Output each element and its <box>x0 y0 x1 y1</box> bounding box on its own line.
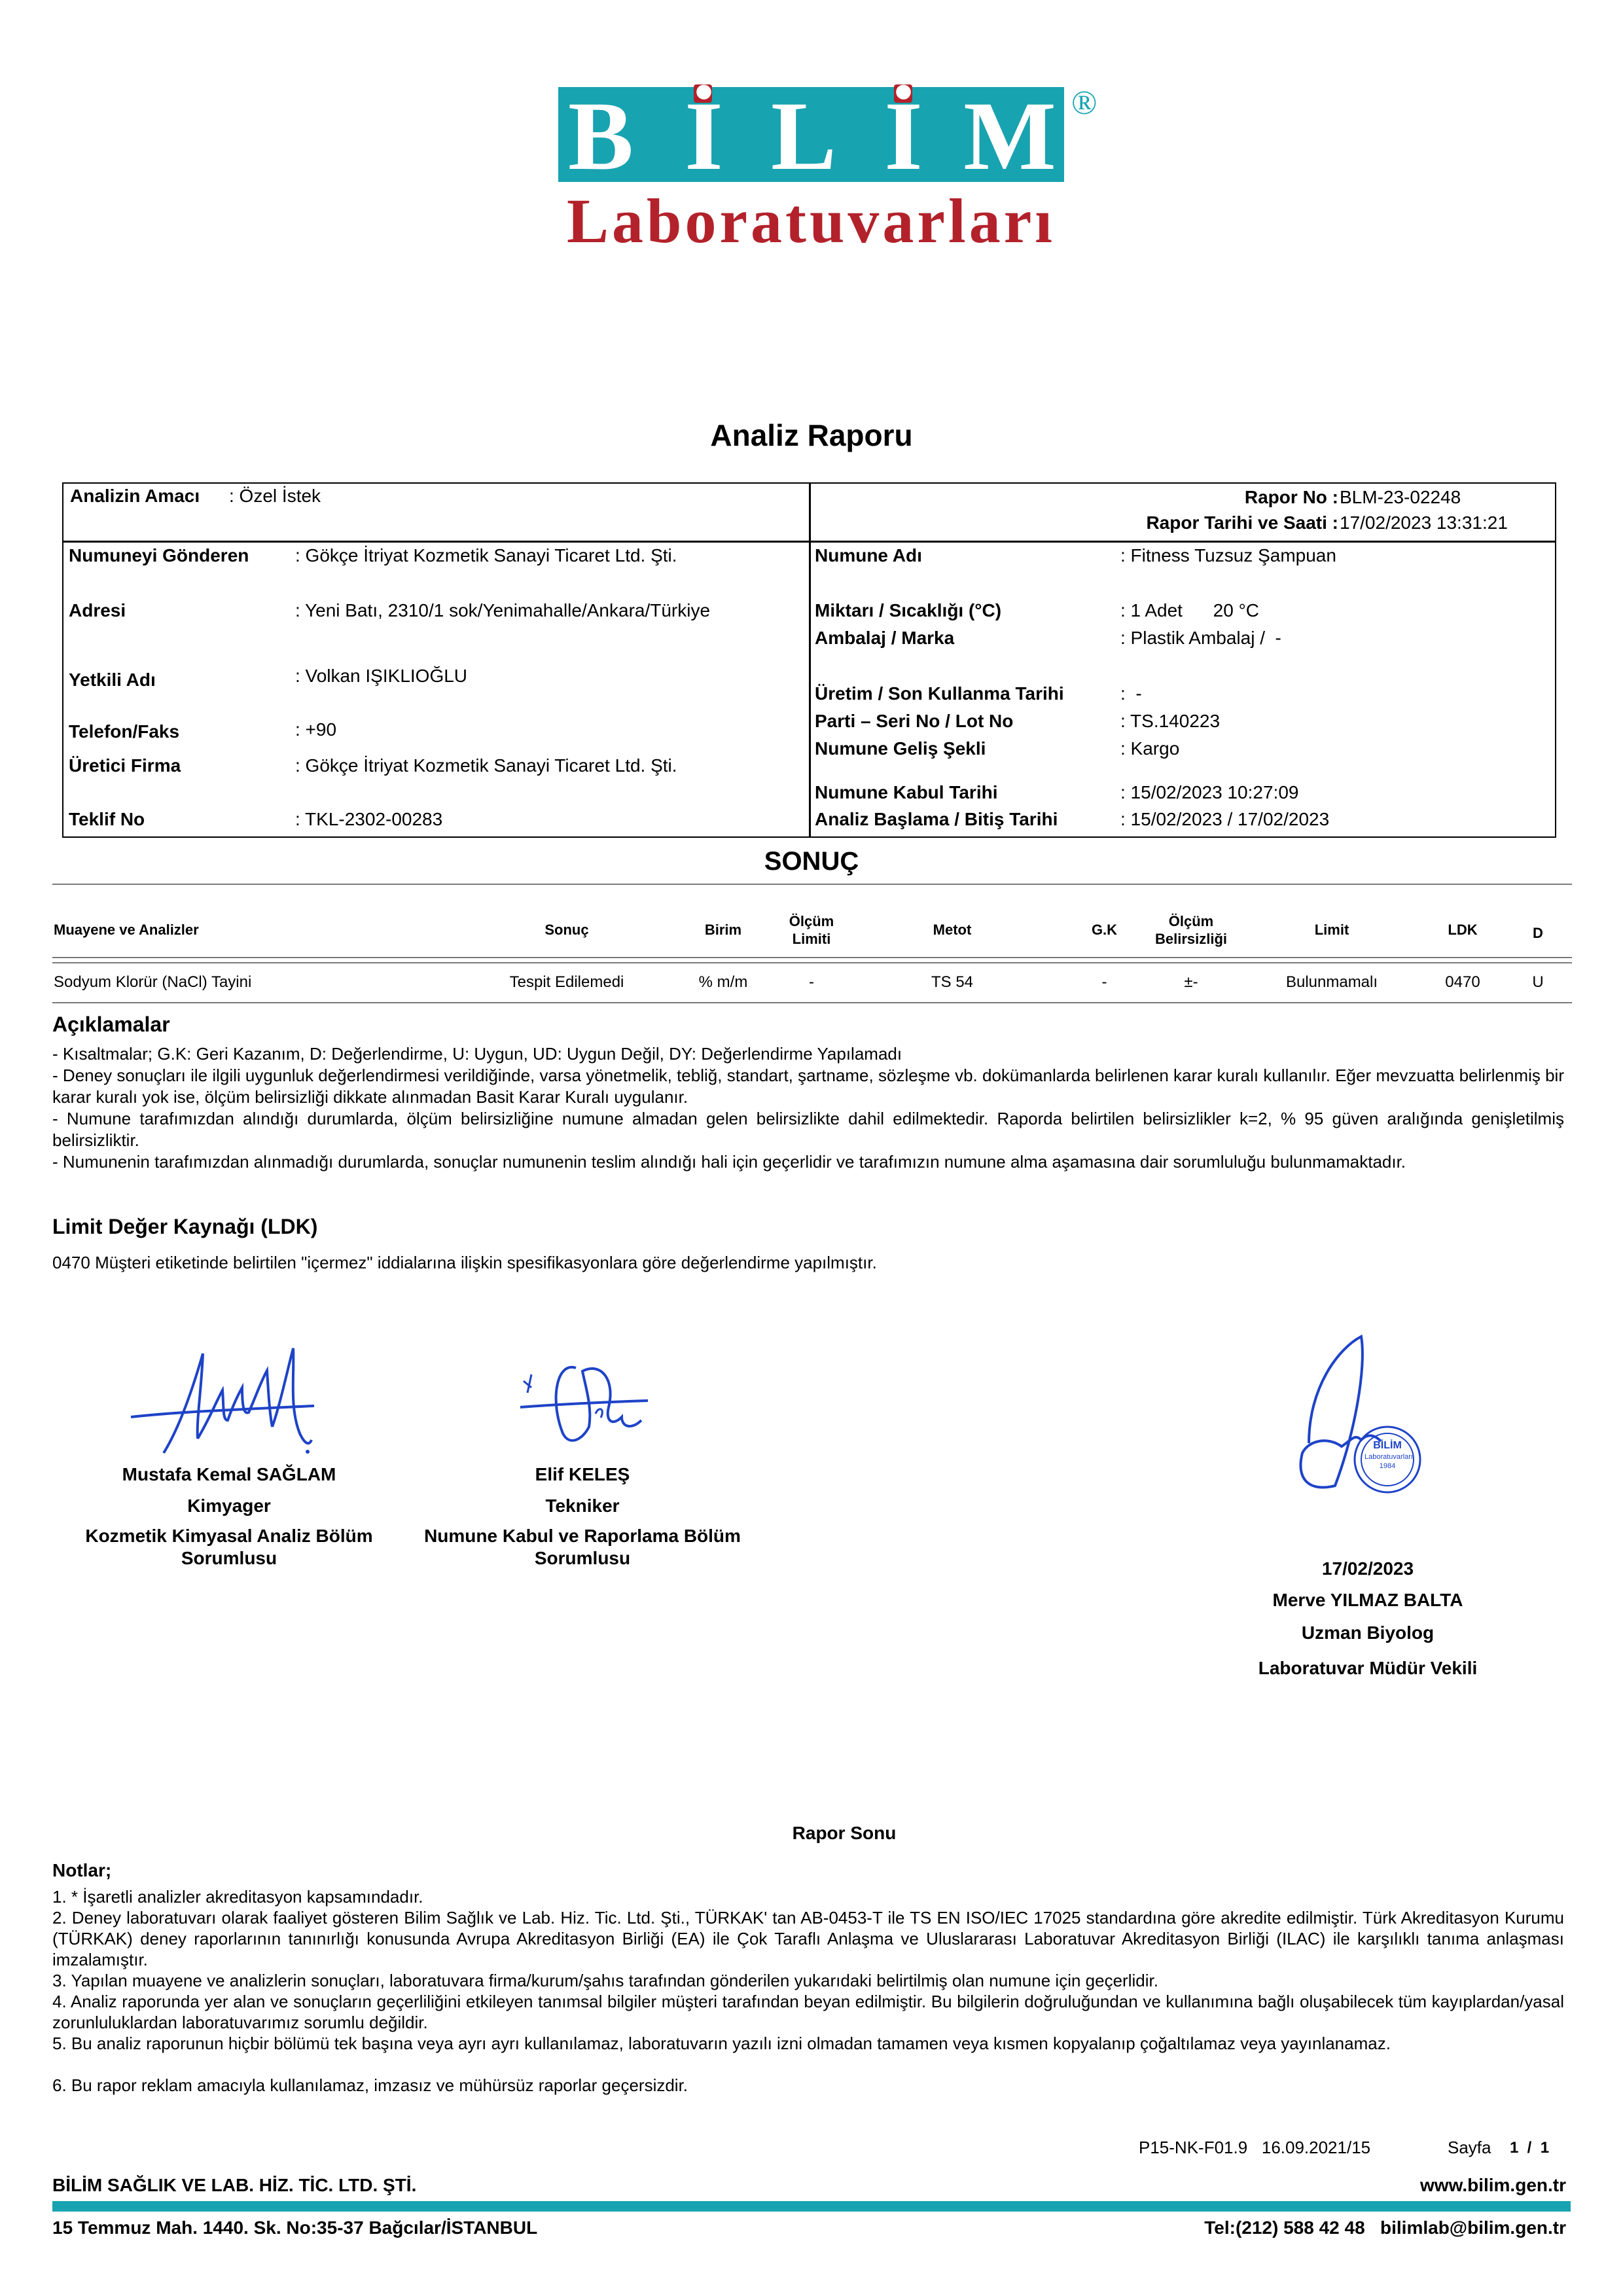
ldk-title: Limit Değer Kaynağı (LDK) <box>52 1215 318 1238</box>
note-1: 1. * İşaretli analizler akreditasyon kapsamındadır. <box>52 1887 423 1907</box>
package-brand-value: : Plastik Ambalaj / - <box>1120 628 1281 648</box>
result-section-title: SONUÇ <box>764 847 859 876</box>
row-metot: TS 54 <box>931 973 974 991</box>
signatory-2-name: Elif KELEŞ <box>535 1464 630 1484</box>
explanation-abbreviations: - Kısaltmalar; G.K: Geri Kazanım, D: Değerlendirme, U: Uygun, UD: Uygun Değil, DY: Değerlendirme Yapılamadı <box>52 1044 902 1064</box>
sender-label: Numuneyi Gönderen <box>69 545 249 565</box>
info-divider-horizontal <box>62 541 1556 543</box>
signatory-1-name: Mustafa Kemal SAĞLAM <box>122 1464 336 1484</box>
manufacturer-label: Üretici Firma <box>69 755 181 776</box>
production-expiry-label: Üretim / Son Kullanma Tarihi <box>815 683 1064 704</box>
analysis-dates-label: Analiz Başlama / Bitiş Tarihi <box>815 809 1058 829</box>
phone-fax-value: : +90 <box>295 719 337 740</box>
notes-heading: Notlar; <box>52 1860 112 1880</box>
result-top-rule <box>52 884 1572 885</box>
col-header-ldk: LDK <box>1448 922 1478 938</box>
address-value: : Yeni Batı, 2310/1 sok/Yenimahalle/Ankara/Türkiye <box>295 600 711 620</box>
signatory-3-date: 17/02/2023 <box>1321 1558 1414 1579</box>
report-end: Rapor Sonu <box>792 1823 897 1843</box>
row-olcum-belirsizligi: ±- <box>1184 973 1198 991</box>
row-olcum-limiti: - <box>809 973 814 991</box>
logo-letter-5: M <box>963 82 1056 190</box>
document-code: P15-NK-F01.9 16.09.2021/15 <box>1139 2138 1371 2157</box>
contact-person-value: : Volkan IŞIKLIOĞLU <box>295 666 468 686</box>
offer-no-label: Teklif No <box>69 809 145 829</box>
footer-website[interactable]: www.bilim.gen.tr <box>1420 2175 1566 2195</box>
note-2: 2. Deney laboratuvarı olarak faaliyet gösteren Bilim Sağlık ve Lab. Hiz. Tic. Ltd. Şti., TÜRKAK' tan AB-0453-T ile TS EN ISO/IEC 17025 standardına göre akredite edilmiştir. Türk Akreditasyon Kurumu (TÜRKAK) deney raporlarının tanınırlığı konusunda Avrupa Akreditasyon Birliği (EA) ile Çok Taraflı Anlaşma ve Uluslararası Laboratuvar Akreditasyon Birliği (ILAC) ile karşılıklı tanıma anlaşması imzalamıştır. <box>52 1908 1564 1969</box>
acceptance-date-value: : 15/02/2023 10:27:09 <box>1120 782 1299 802</box>
registered-mark: ® <box>1071 84 1097 122</box>
lot-no-label: Parti – Seri No / Lot No <box>815 711 1014 731</box>
phone-fax-label: Telefon/Faks <box>69 721 180 742</box>
document-title: Analiz Raporu <box>710 418 913 452</box>
analysis-purpose-label: Analizin Amacı <box>70 486 200 506</box>
stamp-brand: BİLİM <box>1373 1440 1402 1451</box>
signatory-2-role: Tekniker <box>545 1496 620 1516</box>
signatory-3-role: Uzman Biyolog <box>1301 1623 1435 1643</box>
row-limit: Bulunmamalı <box>1285 973 1378 991</box>
signature-1-image <box>118 1342 334 1460</box>
row-ldk: 0470 <box>1445 973 1480 991</box>
quantity-temp-label: Miktarı / Sıcaklığı (°C) <box>815 600 1002 620</box>
sample-name-value: : Fitness Tuzsuz Şampuan <box>1120 545 1336 565</box>
logo-subtitle: Laboratuvarları <box>567 186 1056 256</box>
note-6: 6. Bu rapor reklam amacıyla kullanılamaz, imzasız ve mühürsüz raporlar geçersizdir. <box>52 2075 688 2095</box>
col-header-muayene: Muayene ve Analizler <box>54 922 199 938</box>
row-d: U <box>1532 973 1544 991</box>
row-sonuc: Tespit Edilemedi <box>509 973 624 991</box>
lot-no-value: : TS.140223 <box>1120 711 1221 731</box>
col-header-sonuc: Sonuç <box>544 922 589 938</box>
stamp-year: 1984 <box>1379 1462 1396 1470</box>
explanation-uncertainty: - Numune tarafımızdan alındığı durumlarda, ölçüm belirsizliğine numune almadan gelen belirsizlikte dahil edilmektedir. Raporda belirtilen belirsizlikler k=2, % 95 güven aralığında genişletilmiş belirsizliktir. <box>52 1109 1564 1150</box>
report-date-value: 17/02/2023 13:31:21 <box>1340 512 1508 533</box>
sample-delivery-label: Numune Geliş Şekli <box>815 738 986 759</box>
signatory-3-dept: Laboratuvar Müdür Vekili <box>1258 1658 1478 1678</box>
footer-address: 15 Temmuz Mah. 1440. Sk. No:35-37 Bağcılar/İSTANBUL <box>52 2217 538 2238</box>
report-no-label: Rapor No : <box>1244 487 1338 507</box>
notes-title: Açıklamalar <box>52 1013 170 1036</box>
quantity-temp-value: : 1 Adet 20 °C <box>1120 600 1259 620</box>
info-divider-vertical <box>809 482 811 838</box>
acceptance-date-label: Numune Kabul Tarihi <box>815 782 998 802</box>
page-label: Sayfa <box>1448 2138 1491 2157</box>
address-label: Adresi <box>69 600 126 620</box>
analysis-dates-value: : 15/02/2023 / 17/02/2023 <box>1120 809 1330 829</box>
offer-no-value: : TKL-2302-00283 <box>295 809 443 829</box>
contact-person-label: Yetkili Adı <box>69 670 156 690</box>
note-5: 5. Bu analiz raporunun hiçbir bölümü tek başına veya ayrı ayrı kullanılamaz, laboratuvarın yazılı izni olmadan tamamen veya kısmen kopyalanıp çoğaltılamaz veya yayınlanamaz. <box>52 2034 1391 2053</box>
footer-contact: Tel:(212) 588 42 48 bilimlab@bilim.gen.tr <box>1204 2217 1566 2238</box>
sample-name-label: Numune Adı <box>815 545 922 565</box>
col-header-metot: Metot <box>933 922 972 938</box>
sender-value: : Gökçe İtriyat Kozmetik Sanayi Ticaret Ltd. Şti. <box>295 545 677 565</box>
report-no-value: BLM-23-02248 <box>1340 487 1461 507</box>
sample-delivery-value: : Kargo <box>1120 738 1180 759</box>
col-header-birim: Birim <box>704 922 742 938</box>
col-header-d: D <box>1533 925 1543 941</box>
analysis-purpose-value: : Özel İstek <box>229 486 321 506</box>
footer-accent-bar <box>52 2201 1571 2212</box>
col-header-olcum-limiti: Ölçüm Limiti <box>789 913 834 947</box>
signatory-1-role: Kimyager <box>187 1496 271 1516</box>
signatory-3-name: Merve YILMAZ BALTA <box>1272 1590 1463 1610</box>
stamp-and-signature <box>1289 1329 1446 1505</box>
note-4: 4. Analiz raporunda yer alan ve sonuçların geçerliliğini etkileyen tanımsal bilgiler müşteri tarafından beyan edilmiştir. Bu bilgilerin doğruluğundan ve kullanımına bağlı oluşabilecek tüm kayıplardan/yasal zorunluluklardan laboratuvarımız sorumlu değildir. <box>52 1992 1564 2032</box>
explanation-decision-rule: - Deney sonuçları ile ilgili uygunluk değerlendirmesi verildiğinde, varsa yönetmelik, tebliğ, standart, şartname, sözleşme vb. dokümanlarda belirlenen karar kuralı kullanılır. Eğer mevzuatta belirlenmiş bir karar kuralı yok ise, ölçüm belirsizliği dikkate alınmadan Basit Karar Kuralı uygulanır. <box>52 1066 1564 1107</box>
row-gk: - <box>1101 973 1107 991</box>
col-header-limit: Limit <box>1314 922 1349 938</box>
result-header-rule-1 <box>52 957 1572 958</box>
signatory-1-dept: Kozmetik Kimyasal Analiz Bölüm Sorumlusu <box>85 1526 373 1568</box>
report-date-label: Rapor Tarihi ve Saati : <box>1146 512 1338 533</box>
page-number: 1 / 1 <box>1510 2139 1550 2157</box>
production-expiry-value: : - <box>1120 683 1142 704</box>
signatory-2-dept: Numune Kabul ve Raporlama Bölüm Sorumlusu <box>424 1526 741 1568</box>
note-3: 3. Yapılan muayene ve analizlerin sonuçları, laboratuvara firma/kurum/şahıs tarafından gönderilen yukarıdaki belirtilmiş olan numune için geçerlidir. <box>52 1971 1158 1990</box>
stamp-subtitle: Laboratuvarları <box>1364 1453 1413 1461</box>
explanation-sampling: - Numunenin tarafımızdan alınmadığı durumlarda, sonuçlar numunenin teslim alındığı hali için geçerlidir ve tarafımızın numune alma aşamasına dair sorumluluğu bulunmamaktadır. <box>52 1152 1406 1172</box>
signature-2-image <box>517 1342 654 1460</box>
ldk-text: 0470 Müşteri etiketinde belirtilen "içermez" iddialarına ilişkin spesifikasyonlara göre değerlendirme yapılmıştır. <box>52 1253 877 1272</box>
row-muayene: Sodyum Klorür (NaCl) Tayini <box>54 973 252 991</box>
manufacturer-value: : Gökçe İtriyat Kozmetik Sanayi Ticaret Ltd. Şti. <box>295 755 677 776</box>
company-logo <box>558 82 1064 190</box>
result-header-rule-2 <box>52 962 1572 963</box>
row-birim: % m/m <box>698 973 748 991</box>
logo-letter-4: İ <box>884 82 923 190</box>
logo-letter-2: İ <box>685 82 723 190</box>
package-brand-label: Ambalaj / Marka <box>815 628 955 648</box>
footer-company: BİLİM SAĞLIK VE LAB. HİZ. TİC. LTD. ŞTİ. <box>52 2175 417 2195</box>
col-header-olcum-belirsizligi: Ölçüm Belirsizliği <box>1154 913 1228 947</box>
logo-letter-3: L <box>770 82 837 190</box>
result-bottom-rule <box>52 1002 1572 1003</box>
col-header-gk: G.K <box>1091 922 1118 938</box>
logo-letter-1: B <box>567 82 634 190</box>
